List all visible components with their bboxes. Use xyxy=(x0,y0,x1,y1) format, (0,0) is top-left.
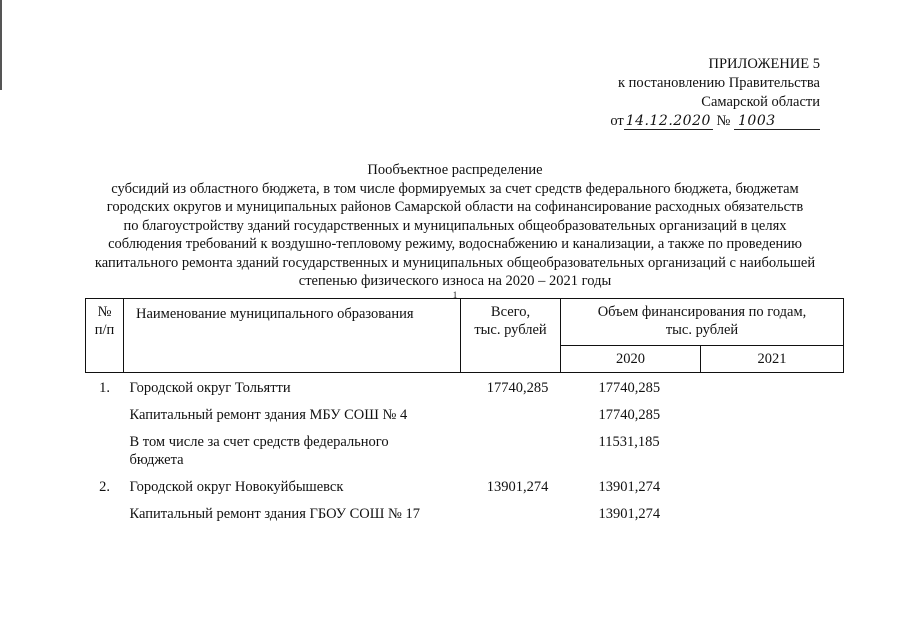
table-row xyxy=(86,469,844,496)
appendix-date-number-line xyxy=(560,112,820,131)
row-total xyxy=(461,397,561,424)
appendix-title: ПРИЛОЖЕНИЕ 5 xyxy=(708,56,820,72)
row-name-line-1: В том числе за счет средств федерального xyxy=(129,434,389,450)
header-total-label: Всего, xyxy=(490,304,531,320)
header-number-abbr: п/п xyxy=(94,322,115,338)
row-value-2021 xyxy=(701,397,844,424)
row-number xyxy=(86,496,124,523)
heading-line-4: по благоустройству зданий государственных и муниципальных общеобразовательных организаций в целях xyxy=(123,217,787,234)
table-row xyxy=(86,397,844,424)
row-name: Городской округ Тольятти xyxy=(129,380,291,396)
document-heading xyxy=(85,161,825,309)
appendix-region-line: Самарской области xyxy=(701,94,820,110)
row-name: Капитальный ремонт здания ГБОУ СОШ № 17 xyxy=(129,506,420,522)
heading-line-2: субсидий из областного бюджета, в том числе формируемых за счет средств федерального бюджета, бюджетам xyxy=(111,180,799,197)
row-value-2020: 13901,274 xyxy=(598,479,661,495)
header-row-number xyxy=(86,299,124,373)
header-funding-label: Объем финансирования по годам, xyxy=(597,304,807,320)
row-number: 1. xyxy=(99,380,110,396)
heading-line-7-text: степенью физического износа на 2020 – 2021 годы xyxy=(298,273,612,289)
scan-edge-mark xyxy=(0,0,2,90)
appendix-resolution-line: к постановлению Правительства xyxy=(618,75,820,91)
heading-line-5: соблюдения требований к воздушно-тепловому режиму, водоснабжению и канализации, а также по проведению xyxy=(108,236,802,252)
footnote-mark: 1 xyxy=(452,289,458,300)
row-value-2020: 17740,285 xyxy=(598,407,661,423)
row-total: 13901,274 xyxy=(486,479,549,495)
header-funding-by-year xyxy=(561,299,844,346)
row-name xyxy=(124,424,461,469)
funding-table xyxy=(85,298,844,523)
row-total xyxy=(461,424,561,469)
header-year-2020: 2020 xyxy=(561,346,701,373)
table-row xyxy=(86,424,844,469)
row-number: 2. xyxy=(99,479,110,495)
header-total-unit: тыс. рублей xyxy=(474,322,547,338)
header-year-2021: 2021 xyxy=(701,346,844,373)
row-value-2021 xyxy=(701,496,844,523)
heading-line-1: Пообъектное распределение xyxy=(367,162,543,178)
table-row xyxy=(86,373,844,398)
heading-line-6: капитального ремонта зданий государственных и муниципальных общеобразовательных организаций с наибольшей xyxy=(94,254,816,271)
row-value-2020: 13901,274 xyxy=(598,506,661,522)
number-sign: № xyxy=(716,113,731,129)
heading-line-3: городских округов и муниципальных районов Самарской области на софинансирование расходных обязательств xyxy=(106,199,804,215)
row-value-2021 xyxy=(701,424,844,469)
date-prefix: от xyxy=(610,113,624,129)
handwritten-number: 1003 xyxy=(734,113,820,130)
row-value-2021 xyxy=(701,373,844,398)
table-row xyxy=(86,496,844,523)
row-name-line-2: бюджета xyxy=(129,452,184,468)
appendix-block xyxy=(560,55,820,131)
header-number-sign: № xyxy=(97,304,112,320)
row-value-2020: 17740,285 xyxy=(598,380,661,396)
row-name: Городской округ Новокуйбышевск xyxy=(129,479,344,495)
row-total: 17740,285 xyxy=(486,380,549,396)
row-value-2020: 11531,185 xyxy=(598,434,660,450)
row-value-2021 xyxy=(701,469,844,496)
header-funding-unit: тыс. рублей xyxy=(665,322,739,338)
header-total xyxy=(461,299,561,373)
row-name: Капитальный ремонт здания МБУ СОШ № 4 xyxy=(129,407,408,423)
row-total xyxy=(461,496,561,523)
header-municipality-name: Наименование муниципального образования xyxy=(124,299,461,373)
handwritten-date: 14.12.2020 xyxy=(625,113,711,129)
row-number xyxy=(86,397,124,424)
row-number xyxy=(86,424,124,469)
